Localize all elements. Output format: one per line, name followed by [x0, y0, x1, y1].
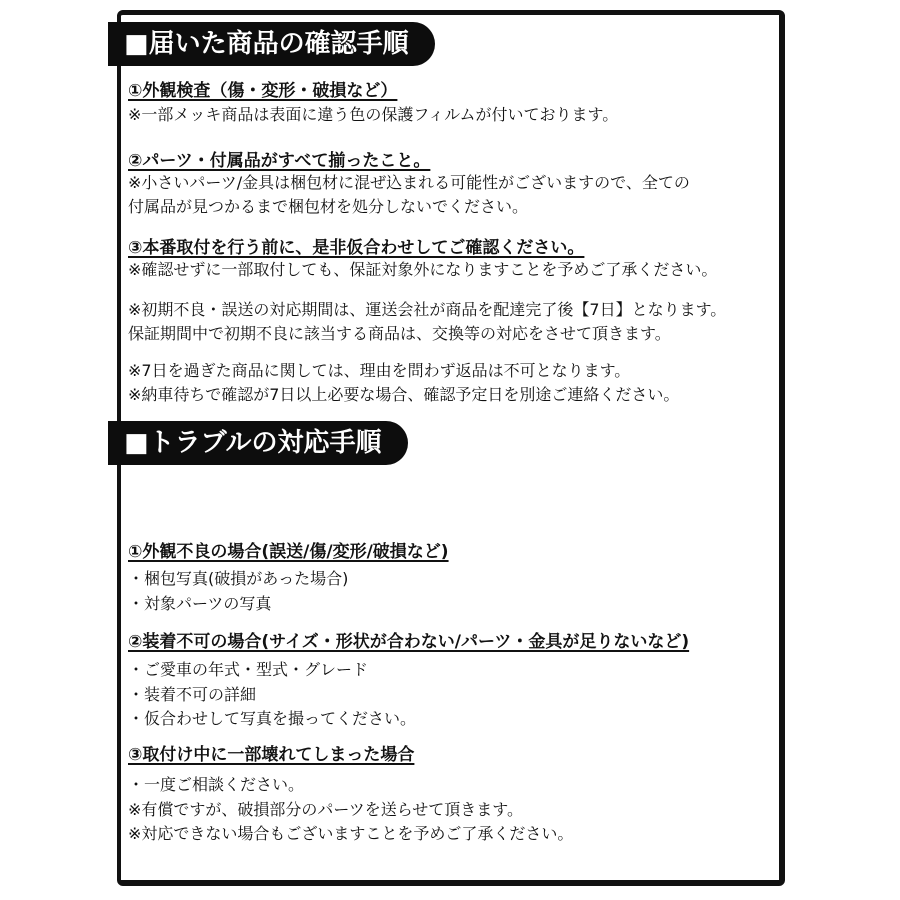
list-item: ※有償ですが、破損部分のパーツを送らせて頂きます。 [128, 800, 524, 819]
heading-parts-complete: ②パーツ・付属品がすべて揃ったこと。 [128, 151, 431, 171]
heading-appearance-defect: ①外観不良の場合(誤送/傷/変形/破損など) [128, 542, 449, 562]
note-line: ※7日を過ぎた商品に関しては、理由を問わず返品は不可となります。 [128, 361, 631, 380]
heading-broken-during-install: ③取付け中に一部壊れてしまった場合 [128, 745, 415, 765]
text-line: 付属品が見つかるまで梱包材を処分しないでください。 [128, 197, 529, 216]
text-line: ※小さいパーツ/金具は梱包材に混ぜ込まれる可能性がございますので、全ての [128, 173, 690, 192]
note-line: 保証期間中で初期不良に該当する商品は、交換等の対応をさせて頂きます。 [128, 324, 671, 343]
list-item: ・対象パーツの写真 [128, 594, 272, 613]
text-line: ※一部メッキ商品は表面に違う色の保護フィルムが付いております。 [128, 105, 619, 124]
list-item: ※対応できない場合もございますことを予めご了承ください。 [128, 824, 574, 843]
list-item: ・一度ご相談ください。 [128, 775, 305, 794]
heading-appearance-inspection: ①外観検査（傷・変形・破損など） [128, 81, 398, 101]
section-title-check-procedure: ■届いた商品の確認手順 [108, 22, 435, 66]
section-title-trouble-procedure: ■トラブルの対応手順 [108, 421, 408, 465]
list-item: ・ご愛車の年式・型式・グレード [128, 660, 369, 679]
note-line: ※初期不良・誤送の対応期間は、運送会社が商品を配達完了後【7日】となります。 [128, 300, 727, 319]
list-item: ・装着不可の詳細 [128, 685, 257, 704]
heading-cannot-install: ②装着不可の場合(サイズ・形状が合わない/パーツ・金具が足りないなど) [128, 632, 690, 652]
heading-trial-fit: ③本番取付を行う前に、是非仮合わせしてご確認ください。 [128, 238, 585, 258]
list-item: ・仮合わせして写真を撮ってください。 [128, 709, 417, 728]
text-line: ※確認せずに一部取付しても、保証対象外になりますことを予めご了承ください。 [128, 260, 718, 279]
note-line: ※納車待ちで確認が7日以上必要な場合、確認予定日を別途ご連絡ください。 [128, 385, 680, 404]
list-item: ・梱包写真(破損があった場合) [128, 569, 349, 588]
